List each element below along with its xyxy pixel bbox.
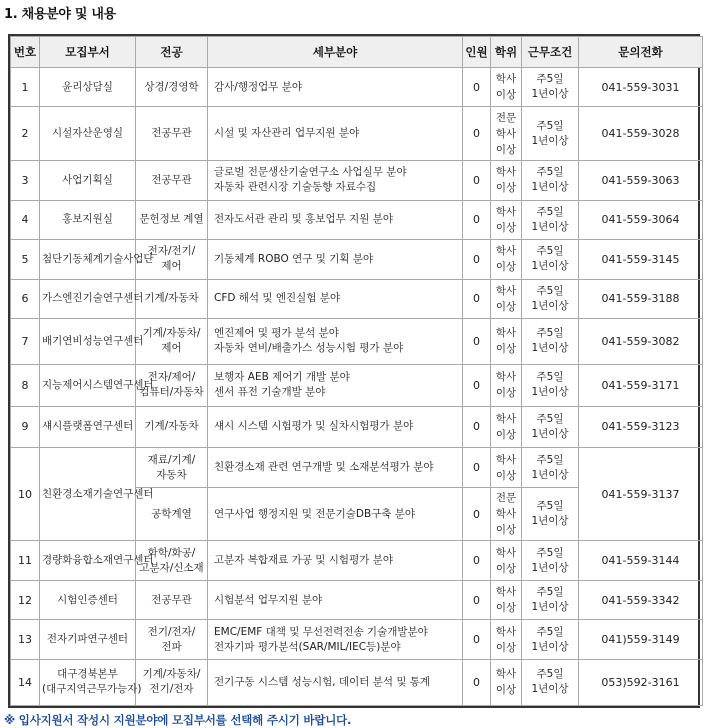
row-headcount: 0 (463, 487, 491, 541)
row-degree: 학사 이상 (491, 365, 522, 407)
row-detail: 시험분석 업무지원 분야 (208, 580, 463, 619)
row-work-condition: 주5일 1년이상 (522, 365, 579, 407)
row-phone: 041)559-3149 (579, 620, 703, 659)
row-phone: 041-559-3082 (579, 318, 703, 364)
row-headcount: 0 (463, 200, 491, 239)
row-headcount: 0 (463, 620, 491, 659)
row-major: 기계/자동차/제어 (136, 318, 208, 364)
row-headcount: 0 (463, 240, 491, 279)
row-headcount: 0 (463, 318, 491, 364)
table-row (11, 620, 703, 659)
row-department: 홍보지원실 (40, 200, 136, 239)
row-phone: 041-559-3144 (579, 541, 703, 580)
row-work-condition: 주5일 1년이상 (522, 580, 579, 619)
row-number: 14 (11, 659, 40, 705)
table-row (11, 318, 703, 364)
table-row (11, 161, 703, 200)
row-phone: 041-559-3123 (579, 406, 703, 448)
row-work-condition: 주5일 1년이상 (522, 161, 579, 200)
row-major: 전자/전기/제어 (136, 240, 208, 279)
row-work-condition: 주5일 1년이상 (522, 68, 579, 107)
row-number: 9 (11, 406, 40, 448)
row-headcount: 0 (463, 107, 491, 161)
row-number: 6 (11, 279, 40, 318)
row-degree: 학사 이상 (491, 406, 522, 448)
section-title: 1. 채용분야 및 내용 (4, 7, 116, 22)
row-department: 가스엔진기술연구센터 (40, 279, 136, 318)
table-row (11, 580, 703, 619)
row-detail: 연구사업 행정지원 및 전문기술DB구축 분야 (208, 487, 463, 541)
row-major: 문헌정보 계열 (136, 200, 208, 239)
row-number: 10 (11, 448, 40, 541)
row-degree: 전문 학사 이상 (491, 487, 522, 541)
row-headcount: 0 (463, 406, 491, 448)
header-count: 인원 (463, 37, 491, 68)
row-phone: 053)592-3161 (579, 659, 703, 705)
row-number: 7 (11, 318, 40, 364)
row-degree: 학사 이상 (491, 68, 522, 107)
row-work-condition: 주5일 1년이상 (522, 240, 579, 279)
header-cond: 근무조건 (522, 37, 579, 68)
row-degree: 학사 이상 (491, 161, 522, 200)
row-work-condition: 주5일 1년이상 (522, 279, 579, 318)
header-detail: 세부분야 (208, 37, 463, 68)
row-phone: 041-559-3063 (579, 161, 703, 200)
row-major: 전공무관 (136, 107, 208, 161)
row-headcount: 0 (463, 659, 491, 705)
row-number: 2 (11, 107, 40, 161)
row-phone: 041-559-3145 (579, 240, 703, 279)
table-row (11, 107, 703, 161)
row-number: 4 (11, 200, 40, 239)
row-detail: 친환경소재 관련 연구개발 및 소재분석평가 분야 (208, 448, 463, 487)
header-phone: 문의전화 (579, 37, 703, 68)
row-department: 대구경북본부(대구지역근무가능자) (40, 659, 136, 705)
row-phone: 041-559-3064 (579, 200, 703, 239)
row-major: 기계/자동차 (136, 406, 208, 448)
row-detail: EMC/EMF 대책 및 무선전력전송 기술개발분야 전자기파 평가분석(SAR/MIL/IEC등)분야 (208, 620, 463, 659)
table-row (11, 365, 703, 407)
row-major: 전공무관 (136, 580, 208, 619)
row-headcount: 0 (463, 580, 491, 619)
row-detail: 시설 및 자산관리 업무지원 분야 (208, 107, 463, 161)
row-work-condition: 주5일 1년이상 (522, 318, 579, 364)
row-detail: 엔진제어 및 평가 분석 분야 자동차 연비/배출가스 성능시험 평가 분야 (208, 318, 463, 364)
row-department: 섀시플랫폼연구센터 (40, 406, 136, 448)
table-row (11, 448, 703, 487)
row-degree: 학사 이상 (491, 240, 522, 279)
footnote: ※ 입사지원서 작성시 지원분야에 모집부서를 선택해 주시기 바랍니다. (4, 713, 352, 727)
row-work-condition: 주5일 1년이상 (522, 659, 579, 705)
row-detail: 기동체계 ROBO 연구 및 기획 분야 (208, 240, 463, 279)
row-detail: 글로벌 전문생산기술연구소 사업실무 분야 자동차 관련시장 기술동향 자료수집 (208, 161, 463, 200)
row-detail: 전기구동 시스템 성능시험, 데이터 분석 및 통계 (208, 659, 463, 705)
row-degree: 학사 이상 (491, 659, 522, 705)
row-department: 전자기파연구센터 (40, 620, 136, 659)
row-work-condition: 주5일 1년이상 (522, 541, 579, 580)
row-major: 화학/화공/고분자/신소재 (136, 541, 208, 580)
row-degree: 학사 이상 (491, 279, 522, 318)
row-department: 배기연비성능연구센터 (40, 318, 136, 364)
row-headcount: 0 (463, 541, 491, 580)
header-major: 전공 (136, 37, 208, 68)
row-detail: 감사/행정업무 분야 (208, 68, 463, 107)
row-major: 전공무관 (136, 161, 208, 200)
row-number: 8 (11, 365, 40, 407)
row-work-condition: 주5일 1년이상 (522, 107, 579, 161)
row-degree: 전문 학사 이상 (491, 107, 522, 161)
table-row (11, 279, 703, 318)
table-header-row (11, 37, 703, 68)
table-row (11, 200, 703, 239)
row-number: 1 (11, 68, 40, 107)
table-body (11, 68, 703, 706)
table-row (11, 240, 703, 279)
table-row (11, 406, 703, 448)
row-headcount: 0 (463, 365, 491, 407)
row-degree: 학사 이상 (491, 448, 522, 487)
row-work-condition: 주5일 1년이상 (522, 406, 579, 448)
row-degree: 학사 이상 (491, 200, 522, 239)
row-degree: 학사 이상 (491, 580, 522, 619)
row-number: 12 (11, 580, 40, 619)
row-phone: 041-559-3171 (579, 365, 703, 407)
recruitment-table (10, 36, 703, 706)
row-department: 경량화융합소재연구센터 (40, 541, 136, 580)
header-dept: 모집부서 (40, 37, 136, 68)
table-row (11, 659, 703, 705)
table-row (11, 541, 703, 580)
row-headcount: 0 (463, 279, 491, 318)
row-detail: 전자도서관 관리 및 홍보업무 지원 분야 (208, 200, 463, 239)
row-number: 5 (11, 240, 40, 279)
row-department: 시험인증센터 (40, 580, 136, 619)
row-department: 사업기획실 (40, 161, 136, 200)
row-detail: CFD 해석 및 엔진실험 분야 (208, 279, 463, 318)
row-headcount: 0 (463, 161, 491, 200)
row-department: 시설자산운영실 (40, 107, 136, 161)
row-number: 13 (11, 620, 40, 659)
row-major: 기계/자동차 (136, 279, 208, 318)
recruitment-table-container (8, 34, 700, 708)
row-phone: 041-559-3137 (579, 448, 703, 541)
row-department: 윤리상담실 (40, 68, 136, 107)
row-major: 공학계열 (136, 487, 208, 541)
row-department: 지능제어시스템연구센터 (40, 365, 136, 407)
row-phone: 041-559-3028 (579, 107, 703, 161)
row-work-condition: 주5일 1년이상 (522, 620, 579, 659)
row-work-condition: 주5일 1년이상 (522, 487, 579, 541)
table-row (11, 68, 703, 107)
row-detail: 고분자 복합재료 가공 및 시험평가 분야 (208, 541, 463, 580)
row-major: 상경/경영학 (136, 68, 208, 107)
row-department: 친환경소재기술연구센터 (40, 448, 136, 541)
header-degree: 학위 (491, 37, 522, 68)
row-work-condition: 주5일 1년이상 (522, 200, 579, 239)
row-work-condition: 주5일 1년이상 (522, 448, 579, 487)
row-number: 3 (11, 161, 40, 200)
row-degree: 학사 이상 (491, 541, 522, 580)
row-phone: 041-559-3342 (579, 580, 703, 619)
row-phone: 041-559-3188 (579, 279, 703, 318)
row-headcount: 0 (463, 448, 491, 487)
row-major: 기계/자동차/전기/전자 (136, 659, 208, 705)
row-phone: 041-559-3031 (579, 68, 703, 107)
row-degree: 학사 이상 (491, 318, 522, 364)
row-degree: 학사 이상 (491, 620, 522, 659)
row-major: 재료/기계/자동차 (136, 448, 208, 487)
row-department: 첨단기동체계기술사업단 (40, 240, 136, 279)
row-headcount: 0 (463, 68, 491, 107)
row-number: 11 (11, 541, 40, 580)
row-major: 전자/제어/컴퓨터/자동차 (136, 365, 208, 407)
header-no: 번호 (11, 37, 40, 68)
row-major: 전기/전자/전파 (136, 620, 208, 659)
row-detail: 보행자 AEB 제어기 개발 분야 센서 퓨전 기술개발 분야 (208, 365, 463, 407)
row-detail: 섀시 시스템 시험평가 및 실차시험평가 분야 (208, 406, 463, 448)
